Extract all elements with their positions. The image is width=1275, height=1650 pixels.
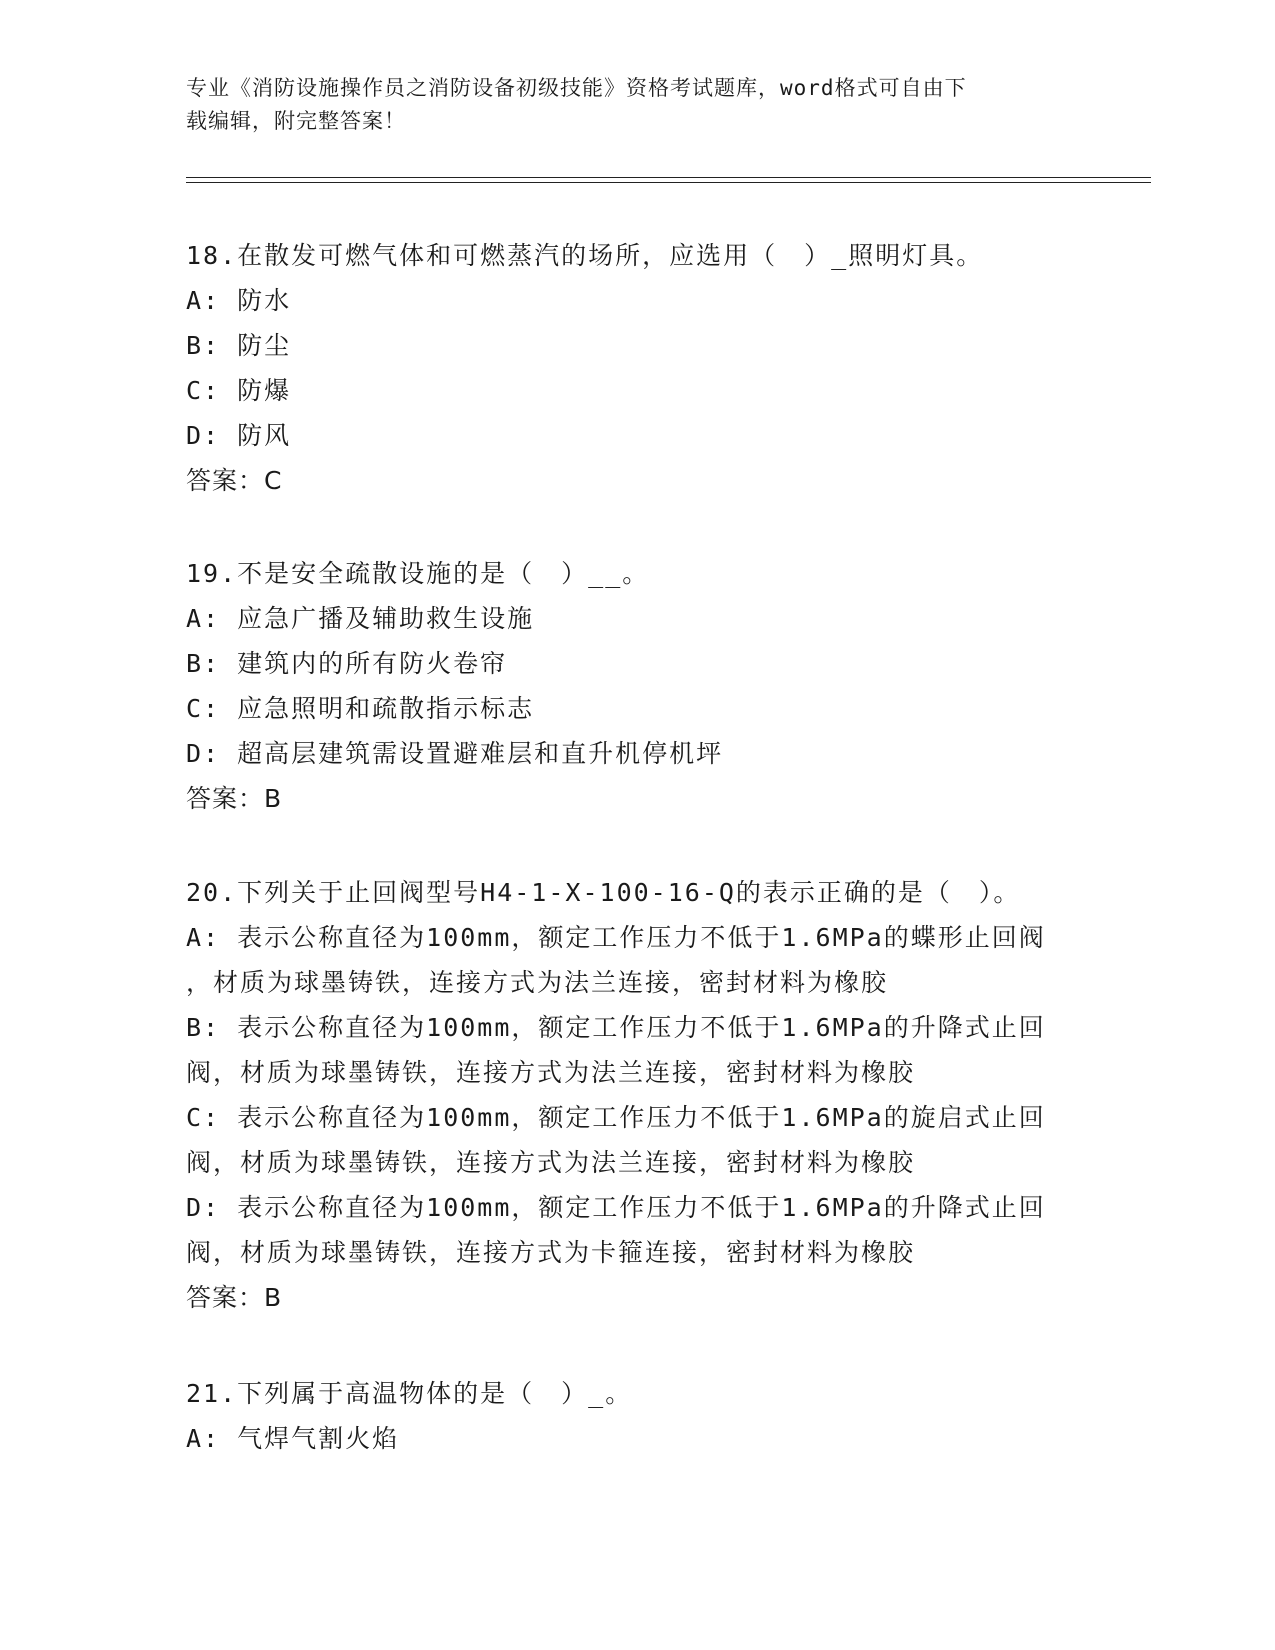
option-a: A: 防水 bbox=[186, 286, 292, 315]
document-header bbox=[186, 72, 1076, 138]
question-stem: 19.不是安全疏散设施的是（ ）__。 bbox=[186, 559, 650, 588]
question-20 bbox=[186, 870, 1086, 1320]
header-line-1: 专业《消防设施操作员之消防设备初级技能》资格考试题库，word格式可自由下 bbox=[186, 76, 967, 100]
option-b: B: 防尘 bbox=[186, 331, 292, 360]
option-c-line-2: 阀，材质为球墨铸铁，连接方式为法兰连接，密封材料为橡胶 bbox=[186, 1148, 916, 1177]
question-21 bbox=[186, 1371, 1086, 1461]
option-c-line-1: C: 表示公称直径为100mm，额定工作压力不低于1.6MPa的旋启式止回 bbox=[186, 1103, 1046, 1132]
question-18 bbox=[186, 233, 1086, 503]
header-rule-top bbox=[186, 177, 1151, 178]
option-b-line-2: 阀，材质为球墨铸铁，连接方式为法兰连接，密封材料为橡胶 bbox=[186, 1058, 916, 1087]
question-stem: 20.下列关于止回阀型号H4-1-X-100-16-Q的表示正确的是（ ）。 bbox=[186, 878, 1021, 907]
option-d: D: 超高层建筑需设置避难层和直升机停机坪 bbox=[186, 739, 724, 768]
option-b: B: 建筑内的所有防火卷帘 bbox=[186, 649, 508, 678]
answer: 答案：B bbox=[186, 784, 283, 813]
answer: 答案：C bbox=[186, 466, 283, 495]
question-stem: 18.在散发可燃气体和可燃蒸汽的场所，应选用（ ）_照明灯具。 bbox=[186, 241, 984, 270]
header-rule-bottom bbox=[186, 182, 1151, 183]
option-a-line-1: A: 表示公称直径为100mm，额定工作压力不低于1.6MPa的蝶形止回阀 bbox=[186, 923, 1046, 952]
option-c: C: 防爆 bbox=[186, 376, 292, 405]
question-stem: 21.下列属于高温物体的是（ ）_。 bbox=[186, 1379, 633, 1408]
question-19 bbox=[186, 551, 1086, 821]
option-d-line-1: D: 表示公称直径为100mm，额定工作压力不低于1.6MPa的升降式止回 bbox=[186, 1193, 1046, 1222]
option-d: D: 防风 bbox=[186, 421, 292, 450]
option-a: A: 应急广播及辅助救生设施 bbox=[186, 604, 535, 633]
option-c: C: 应急照明和疏散指示标志 bbox=[186, 694, 535, 723]
header-line-2: 载编辑，附完整答案！ bbox=[186, 109, 406, 133]
option-a-line-2: ，材质为球墨铸铁，连接方式为法兰连接，密封材料为橡胶 bbox=[186, 968, 889, 997]
option-b-line-1: B: 表示公称直径为100mm，额定工作压力不低于1.6MPa的升降式止回 bbox=[186, 1013, 1046, 1042]
answer: 答案：B bbox=[186, 1283, 283, 1312]
option-d-line-2: 阀，材质为球墨铸铁，连接方式为卡箍连接，密封材料为橡胶 bbox=[186, 1238, 916, 1267]
option-a: A: 气焊气割火焰 bbox=[186, 1424, 400, 1453]
